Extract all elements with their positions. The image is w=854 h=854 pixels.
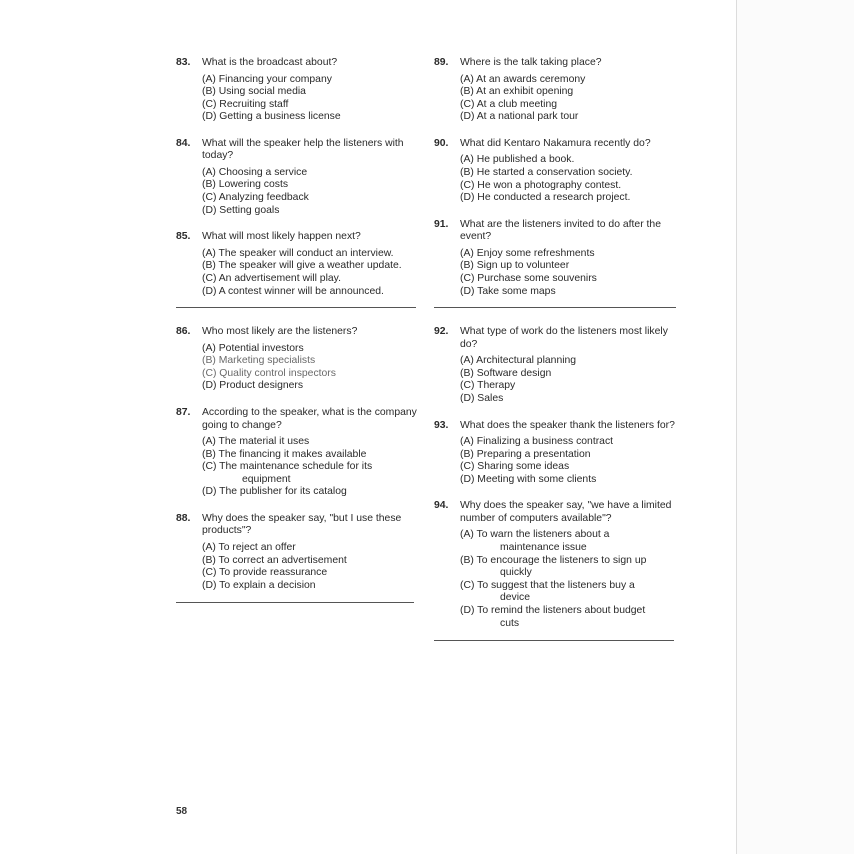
question-text: 93. What does the speaker thank the listeners for? [434,419,675,431]
page-number: 58 [176,806,188,817]
answer-options [434,248,679,298]
question-text: 84. What will the speaker help the listeners with today? [176,137,404,162]
left-column [176,57,426,603]
answer-options [434,74,679,124]
question-text: 90. What did Kentaro Nakamura recently do? [434,137,651,149]
question-86 [176,326,426,393]
question-91 [434,219,679,298]
question-text: 83. What is the broadcast about? [176,57,338,68]
question-number: 84. [176,137,191,149]
option-a: (A) The material it uses [202,436,310,447]
option-d: (D) Meeting with some clients [460,473,597,485]
question-number: 83. [176,57,191,68]
question-number: 94. [434,500,449,512]
question-84 [176,138,426,217]
option-b-continued: quickly [500,567,532,579]
option-b: (B) At an exhibit opening [460,86,574,98]
option-a: (A) At an awards ceremony [460,73,586,85]
option-a: (A) Choosing a service [202,166,308,178]
option-d: (D) Product designers [202,380,304,392]
option-b: (B) He started a conservation society. [460,166,633,178]
option-d: (D) He conducted a research project. [460,192,631,204]
answer-options [176,343,426,393]
answer-options [434,154,679,204]
option-d: (D) Take some maps [460,285,556,297]
question-number: 85. [176,231,191,243]
question-93 [434,420,679,487]
option-c: (C) Therapy [460,380,516,392]
question-88 [176,513,426,592]
answer-options [176,167,426,217]
option-a-continued: maintenance issue [500,541,587,553]
answer-options [176,74,426,124]
option-b: (B) The financing it makes available [202,448,367,460]
option-c-continued: device [500,592,531,604]
answer-options [176,248,426,298]
option-d: (D) To explain a decision [202,579,316,591]
question-90 [434,138,679,205]
option-c: (C) Purchase some souvenirs [460,272,597,284]
question-text: 91. What are the listeners invited to do after the event? [434,218,661,243]
option-c: (C) Recruiting staff [202,98,289,110]
question-87 [176,407,426,499]
option-d: (D) Sales [460,392,504,404]
option-d: (D) Getting a business license [202,111,341,123]
answer-options [434,436,679,486]
option-c: (C) At a club meeting [460,98,558,110]
option-b: (B) The speaker will give a weather update. [202,260,402,272]
right-column [434,57,679,641]
option-d: (D) A contest winner will be announced. [202,285,384,297]
option-d: (D) Setting goals [202,204,280,216]
question-text: 89. Where is the talk taking place? [434,57,602,68]
option-d: (D) To remind the listeners about budget [460,604,646,616]
option-b: (B) To correct an advertisement [202,554,347,566]
page-margin-shade [737,0,854,854]
option-c: (C) To provide reassurance [202,567,328,579]
option-a: (A) Architectural planning [460,355,577,367]
question-number: 92. [434,326,449,338]
option-d-continued: cuts [500,617,520,629]
question-number: 90. [434,137,449,149]
group-divider [434,640,674,641]
answer-options [434,529,679,630]
option-d: (D) The publisher for its catalog [202,486,347,498]
option-a: (A) He published a book. [460,154,575,166]
question-number: 86. [176,326,191,338]
option-c-continued: equipment [242,473,291,485]
group-divider [176,602,414,603]
question-94 [434,500,679,630]
question-83 [176,57,426,124]
question-number: 88. [176,512,191,524]
option-a: (A) Finalizing a business contract [460,436,614,447]
option-c: (C) Quality control inspectors [202,367,336,379]
option-b: (B) Preparing a presentation [460,448,591,460]
question-number: 87. [176,407,191,418]
question-number: 89. [434,57,449,68]
answer-options [434,355,679,405]
question-number: 93. [434,419,449,431]
option-b: (B) Sign up to volunteer [460,260,570,272]
option-a: (A) Financing your company [202,73,332,85]
question-text: 86. Who most likely are the listeners? [176,326,358,338]
option-d: (D) At a national park tour [460,111,579,123]
question-92 [434,326,679,405]
option-c: (C) He won a photography contest. [460,179,622,191]
question-text: 94. Why does the speaker say, "we have a limited number of computers available"? [434,500,672,524]
option-a: (A) Enjoy some refreshments [460,247,595,259]
option-a: (A) To warn the listeners about a [460,529,610,541]
option-c: (C) An advertisement will play. [202,272,341,284]
option-b: (B) Using social media [202,86,306,98]
question-text: 85. What will most likely happen next? [176,231,361,243]
question-text: 92. What type of work do the listeners most likely do? [434,326,668,350]
option-c: (C) The maintenance schedule for its [202,461,373,473]
option-c: (C) To suggest that the listeners buy a [460,579,635,591]
option-a: (A) Potential investors [202,342,304,354]
option-c: (C) Analyzing feedback [202,192,309,204]
answer-options [176,436,426,499]
option-b: (B) Lowering costs [202,179,289,191]
option-b: (B) Software design [460,367,552,379]
option-a: (A) To reject an offer [202,541,296,553]
question-85 [176,231,426,298]
question-text: 88. Why does the speaker say, "but I use these products"? [176,512,402,537]
option-b: (B) To encourage the listeners to sign up [460,554,647,566]
question-text: 87. According to the speaker, what is the company going to change? [176,407,417,431]
answer-options [176,542,426,592]
option-b: (B) Marketing specialists [202,355,316,367]
option-c: (C) Sharing some ideas [460,461,570,473]
question-89 [434,57,679,124]
question-number: 91. [434,218,449,230]
option-a: (A) The speaker will conduct an interview. [202,247,394,259]
